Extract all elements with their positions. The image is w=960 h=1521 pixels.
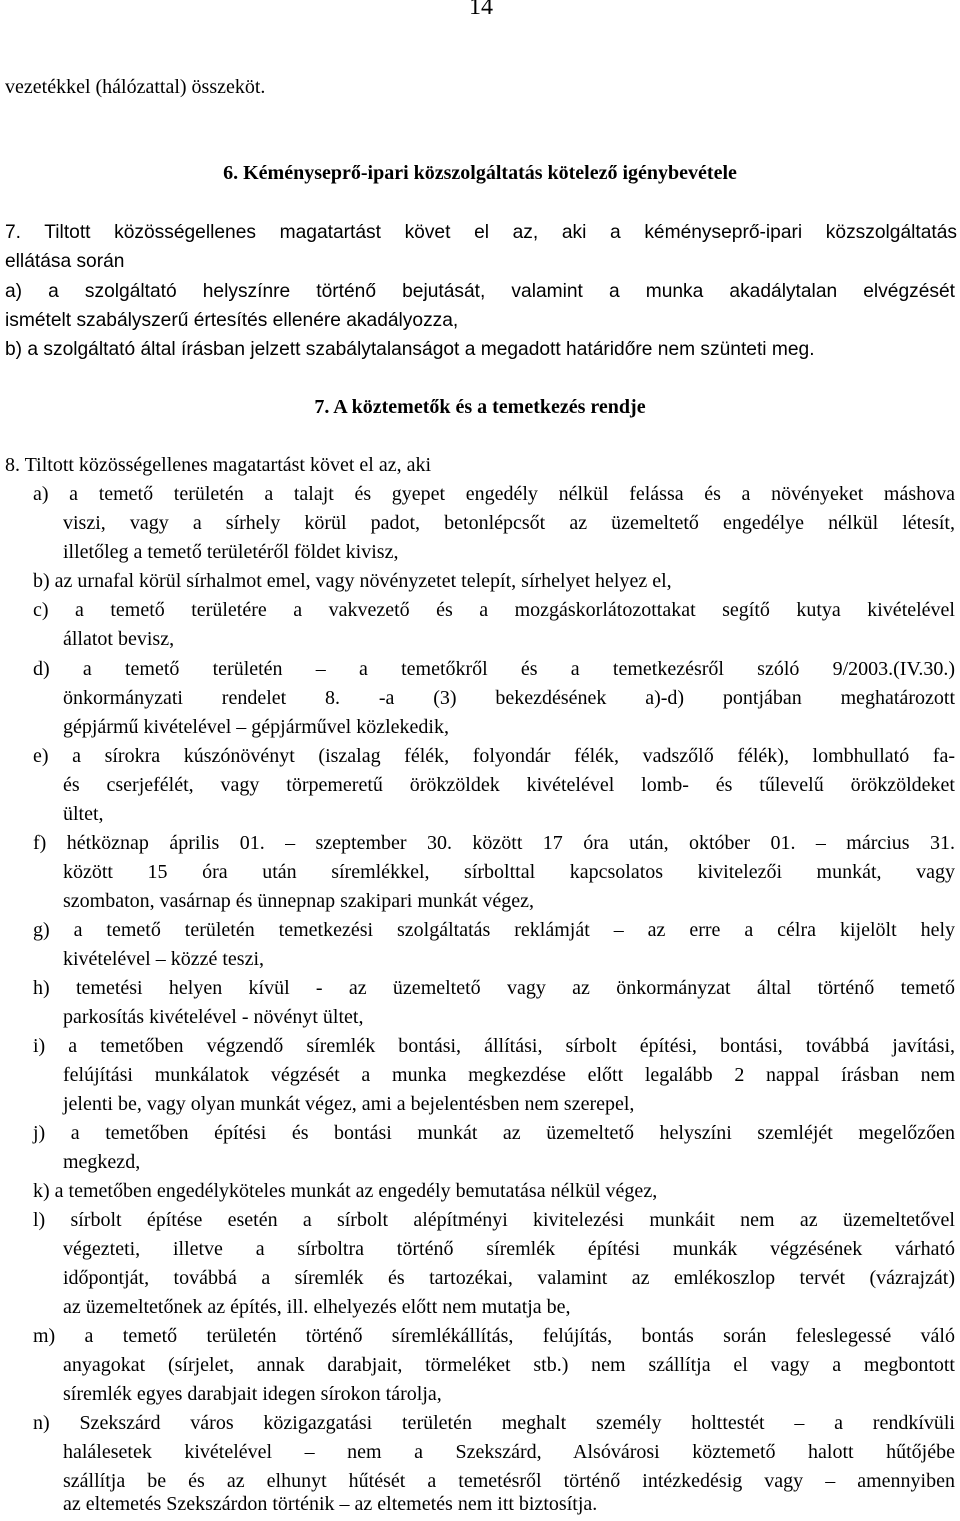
item-l-line: az üzemeltetőnek az építés, ill. elhelyezés előtt nem mutatja be, [63, 1296, 571, 1318]
para7-line: ellátása során [5, 251, 125, 272]
para7-line: a) a szolgáltató helyszínre történő bejutását, valamint a munka akadálytalan elvégzését [5, 281, 955, 302]
item-j-line: j) a temetőben építési és bontási munkát az üzemeltető helyszíni szemléjét megelőzően [33, 1122, 955, 1144]
item-j-line: megkezd, [63, 1151, 141, 1173]
item-g-line: kivételével – közzé teszi, [63, 948, 265, 970]
para7-line: 7. Tiltott közösségellenes magatartást követ el az, aki a kéményseprő-ipari közszolgáltatás [5, 222, 957, 243]
item-e-line: ültet, [63, 803, 104, 825]
item-d-line: gépjármű kivételével – gépjárművel közlekedik, [63, 716, 449, 738]
item-m-line: anyagokat (sírjelet, annak darabjait, törmeléket stb.) nem szállítja el vagy a megbontott [63, 1354, 955, 1376]
item-f-line: f) hétköznap április 01. – szeptember 30. között 17 óra után, október 01. – március 31. [33, 832, 955, 854]
item-f-line: szombaton, vasárnap és ünnepnap szakipari munkát végez, [63, 890, 534, 912]
item-n-line: halálesetek kivételével – nem a Szekszárd, Alsóvárosi köztemető halott hűtőjébe [63, 1441, 955, 1463]
item-n-line: az eltemetés Szekszárdon történik – az eltemetés nem itt biztosítja. [63, 1493, 598, 1515]
item-d-line: d) a temető területén – a temetőkről és a temetkezésről szóló 9/2003.(IV.30.) [33, 658, 955, 680]
para8-intro: 8. Tiltott közösségellenes magatartást követ el az, aki [5, 454, 432, 476]
para7-line: ismételt szabályszerű értesítés ellenére akadályozza, [5, 310, 459, 331]
item-f-line: között 15 óra után síremlékkel, sírbolttal kapcsolatos kivitelezői munkát, vagy [63, 861, 955, 883]
item-h-line: h) temetési helyen kívül - az üzemeltető vagy az önkormányzat által történő temető [33, 977, 955, 999]
item-l-line: végezteti, illetve a sírboltra történő síremlék építési munkák végzésének várható [63, 1238, 955, 1260]
item-m-line: m) a temető területén történő síremlékállítás, felújítás, bontás során feleslegessé váló [33, 1325, 955, 1347]
section-6-heading: 6. Kéményseprő-ipari közszolgáltatás kötelező igénybevétele [223, 162, 737, 184]
item-h-line: parkosítás kivételével - növényt ültet, [63, 1006, 364, 1028]
item-i-line: felújítási munkálatok végzését a munka megkezdése előtt legalább 2 nappal írásban nem [63, 1064, 955, 1086]
item-n-line: szállítja be és az elhunyt hűtését a temetésről történő intézkedésig vagy – amennyiben [63, 1470, 955, 1492]
item-c-line: c) a temető területére a vakvezető és a mozgáskorlátozottakat segítő kutya kivételével [33, 599, 955, 621]
item-b-line: b) az urnafal körül sírhalmot emel, vagy növényzetet telepít, sírhelyet helyez el, [33, 570, 672, 592]
item-e-line: e) a sírokra kúszónövényt (iszalag félék, folyondár félék, vadszőlő félék), lombhullató fa- [33, 745, 955, 767]
top-line: vezetékkel (hálózattal) összeköt. [5, 76, 266, 98]
item-d-line: önkormányzati rendelet 8. -a (3) bekezdésének a)-d) pontjában meghatározott [63, 687, 955, 709]
item-k-line: k) a temetőben engedélyköteles munkát az engedély bemutatása nélkül végez, [33, 1180, 658, 1202]
item-i-line: jelenti be, vagy olyan munkát végez, ami a bejelentésben nem szerepel, [63, 1093, 635, 1115]
item-m-line: síremlék egyes darabjait idegen sírokon tárolja, [63, 1383, 442, 1405]
item-a-line: illetőleg a temető területéről földet kivisz, [63, 541, 399, 563]
item-l-line: l) sírbolt építése esetén a sírbolt alépítményi kivitelezési munkáit nem az üzemeltetővel [33, 1209, 955, 1231]
para7-line: b) a szolgáltató által írásban jelzett szabálytalanságot a megadott határidőre nem szünteti meg. [5, 339, 815, 360]
item-a-line: viszi, vagy a sírhely körül padot, betonlépcsőt az üzemeltető engedélye nélkül létesít, [63, 512, 955, 534]
item-i-line: i) a temetőben végzendő síremlék bontási, állítási, sírbolt építési, bontási, továbbá javítási, [33, 1035, 955, 1057]
item-a-line: a) a temető területén a talajt és gyepet engedély nélkül felássa és a növényeket máshova [33, 483, 955, 505]
item-g-line: g) a temető területén temetkezési szolgáltatás reklámját – az erre a célra kijelölt hely [33, 919, 955, 941]
item-n-line: n) Szekszárd város közigazgatási területén meghalt személy holttestét – a rendkívüli [33, 1412, 955, 1434]
section-7-heading: 7. A köztemetők és a temetkezés rendje [314, 396, 646, 418]
item-c-line: állatot bevisz, [63, 628, 175, 650]
item-e-line: és cserjefélét, vagy törpemeretű örökzöldek kivételével lomb- és tűlevelű örökzöldeket [63, 774, 955, 796]
item-l-line: időpontját, továbbá a síremlék és tartozékai, valamint az emlékoszlop tervét (vázrajzát) [63, 1267, 955, 1289]
page-number: 14 [469, 0, 493, 20]
